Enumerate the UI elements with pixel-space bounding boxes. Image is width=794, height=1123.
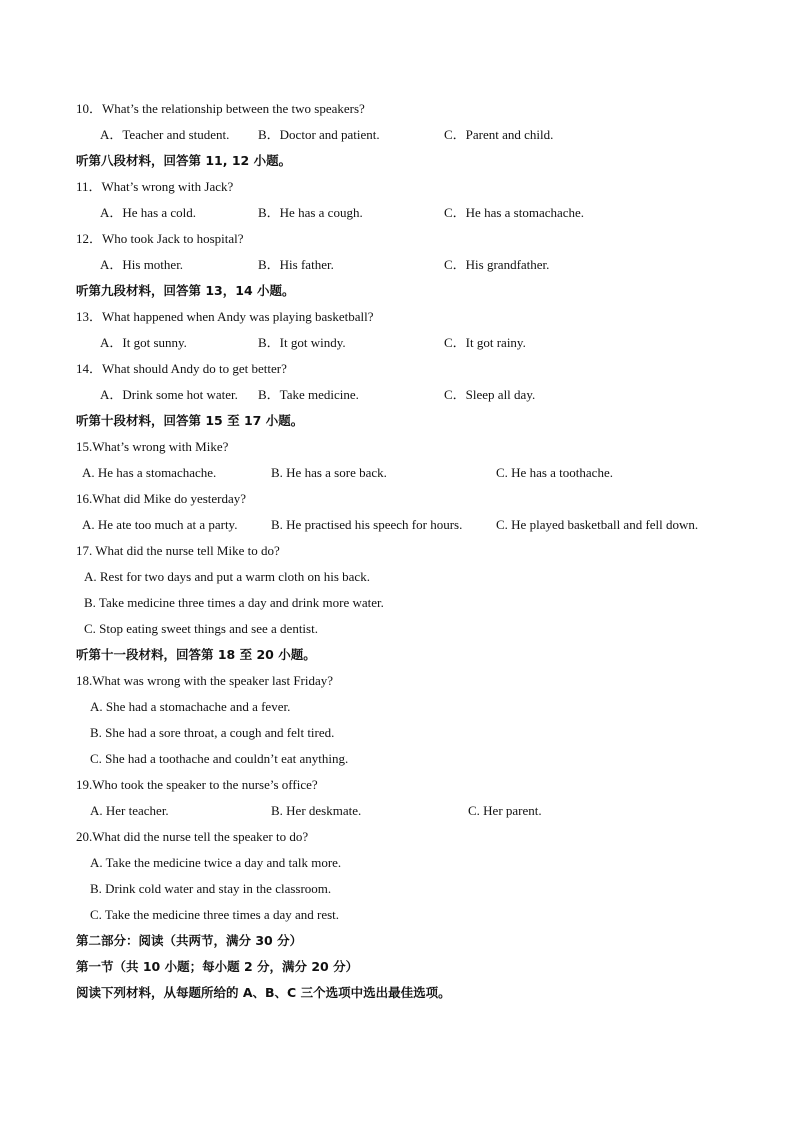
section-heading-9: 听第九段材料，回答第 13，14 小题。 — [76, 283, 295, 298]
question-16-stem: 16.What did Mike do yesterday? — [76, 491, 247, 506]
question-10-option-b: B．Doctor and patient. — [258, 127, 380, 142]
question-18-stem: 18.What was wrong with the speaker last Friday? — [76, 673, 334, 688]
question-14-stem: 14．What should Andy do to get better? — [76, 361, 287, 376]
question-20-option-a: A. Take the medicine twice a day and talk more. — [90, 855, 342, 870]
question-16-option-c: C. He played basketball and fell down. — [496, 517, 699, 532]
part-two-heading: 第二部分：阅读（共两节，满分 30 分） — [76, 933, 303, 948]
part-two-section-one: 第一节（共 10 小题；每小题 2 分，满分 20 分） — [76, 959, 359, 974]
part-two-instruction: 阅读下列材料，从每题所给的 A、B、C 三个选项中选出最佳选项。 — [76, 985, 451, 1000]
question-14-option-c: C．Sleep all day. — [444, 387, 536, 402]
question-19-option-c: C. Her parent. — [468, 803, 542, 818]
question-11-option-b: B．He has a cough. — [258, 205, 363, 220]
question-17-option-a: A. Rest for two days and put a warm cloth on his back. — [84, 569, 370, 584]
question-18-option-a: A. She had a stomachache and a fever. — [90, 699, 291, 714]
question-15-option-c: C. He has a toothache. — [496, 465, 613, 480]
question-18-option-b: B. She had a sore throat, a cough and felt tired. — [90, 725, 335, 740]
question-10-stem: 10．What’s the relationship between the two speakers? — [76, 101, 365, 116]
question-13-option-c: C．It got rainy. — [444, 335, 526, 350]
question-15-option-a: A. He has a stomachache. — [82, 465, 217, 480]
question-14-option-b: B．Take medicine. — [258, 387, 359, 402]
question-17-option-c: C. Stop eating sweet things and see a dentist. — [84, 621, 318, 636]
question-12-option-c: C．His grandfather. — [444, 257, 550, 272]
question-19-stem: 19.Who took the speaker to the nurse’s office? — [76, 777, 318, 792]
question-20-option-c: C. Take the medicine three times a day and rest. — [90, 907, 340, 922]
question-18-option-c: C. She had a toothache and couldn’t eat anything. — [90, 751, 349, 766]
question-17-stem: 17. What did the nurse tell Mike to do? — [76, 543, 280, 558]
section-heading-10: 听第十段材料，回答第 15 至 17 小题。 — [76, 413, 304, 428]
question-17-option-b: B. Take medicine three times a day and drink more water. — [84, 595, 384, 610]
question-14-option-a: A．Drink some hot water. — [100, 387, 238, 402]
question-11-stem: 11．What’s wrong with Jack? — [76, 179, 234, 194]
question-13-option-b: B．It got windy. — [258, 335, 346, 350]
question-11-option-c: C．He has a stomachache. — [444, 205, 585, 220]
question-16-option-b: B. He practised his speech for hours. — [271, 517, 463, 532]
section-heading-11: 听第十一段材料，回答第 18 至 20 小题。 — [76, 647, 316, 662]
question-15-stem: 15.What’s wrong with Mike? — [76, 439, 229, 454]
question-12-stem: 12．Who took Jack to hospital? — [76, 231, 244, 246]
section-heading-8: 听第八段材料，回答第 11, 12 小题。 — [76, 153, 292, 168]
question-15-option-b: B. He has a sore back. — [271, 465, 387, 480]
question-10-option-a: A．Teacher and student. — [100, 127, 230, 142]
question-20-option-b: B. Drink cold water and stay in the classroom. — [90, 881, 332, 896]
question-13-stem: 13．What happened when Andy was playing basketball? — [76, 309, 374, 324]
question-12-option-a: A．His mother. — [100, 257, 184, 272]
question-20-stem: 20.What did the nurse tell the speaker to do? — [76, 829, 309, 844]
question-10-option-c: C．Parent and child. — [444, 127, 554, 142]
question-11-option-a: A．He has a cold. — [100, 205, 197, 220]
question-19-option-a: A. Her teacher. — [90, 803, 169, 818]
question-13-option-a: A．It got sunny. — [100, 335, 187, 350]
question-12-option-b: B．His father. — [258, 257, 334, 272]
question-19-option-b: B. Her deskmate. — [271, 803, 362, 818]
question-16-option-a: A. He ate too much at a party. — [82, 517, 238, 532]
